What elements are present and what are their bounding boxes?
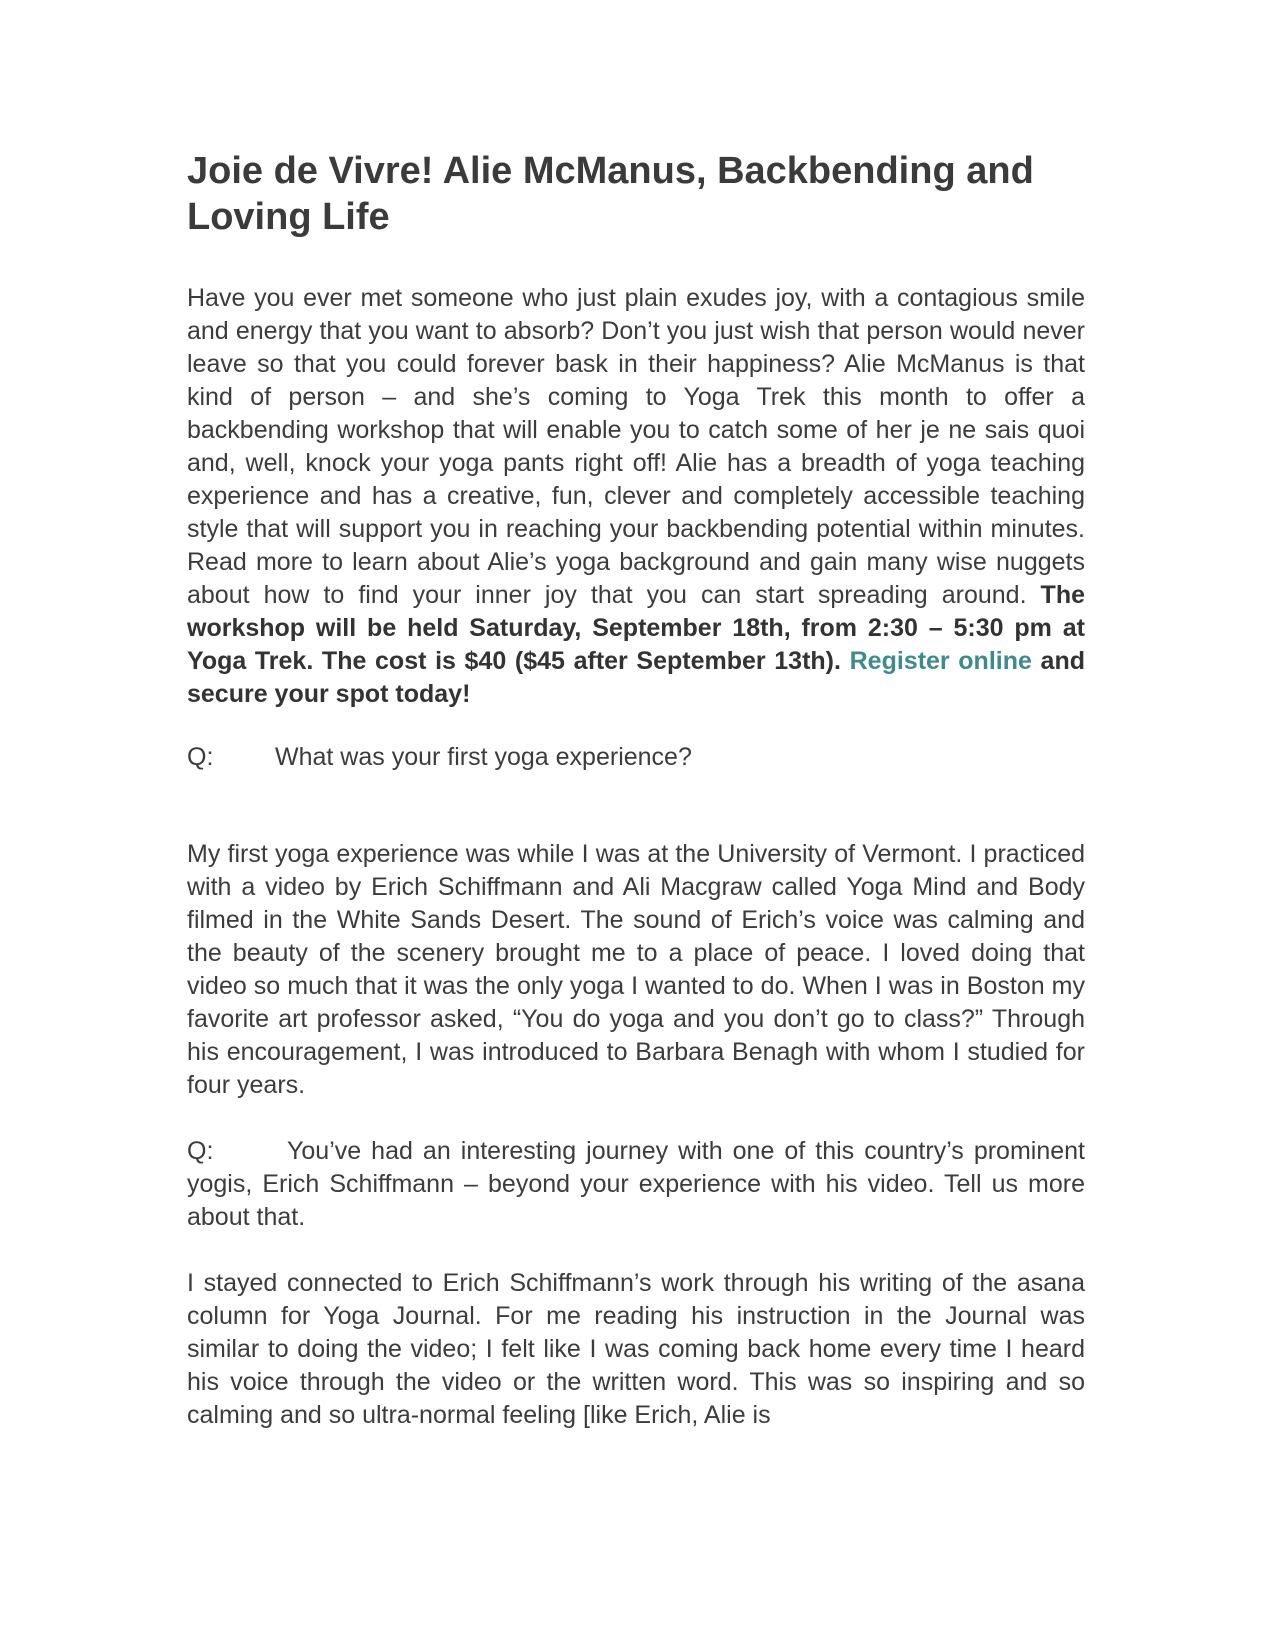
question-2: [187, 1135, 1085, 1234]
intro-text: Have you ever met someone who just plain exudes joy, with a contagious smile and energy that you want to absorb? Don’t you just wish that person would never leave so that you could forever bask in their happiness? Alie McManus is that kind of person – and she’s coming to Yoga Trek this month to offer a backbending workshop that will enable you to catch some of her je ne sais quoi and, well, knock your yoga pants right off! Alie has a breadth of yoga teaching experience and has a creative, fun, clever and completely accessible teaching style that will support you in reaching your backbending potential within minutes. Read more to learn about Alie’s yoga background and gain many wise nuggets about how to find your inner joy that you can start spreading around.: [187, 284, 1085, 609]
question-label: Q:: [187, 743, 214, 771]
workshop-details: The workshop will be held Saturday, September 18th, from 2:30 – 5:30 pm at Yoga Trek. The cost is $40 ($45 after September 13th).: [187, 581, 1085, 675]
answer-1: My first yoga experience was while I was at the University of Vermont. I practiced with a video by Erich Schiffmann and Ali Macgraw called Yoga Mind and Body filmed in the White Sands Desert. The sound of Erich’s voice was calming and the beauty of the scenery brought me to a place of peace. I loved doing that video so much that it was the only yoga I wanted to do. When I was in Boston my favorite art professor asked, “You do yoga and you don’t go to class?” Through his encouragement, I was introduced to Barbara Benagh with whom I studied for four years.: [187, 840, 1085, 1099]
answer-2: I stayed connected to Erich Schiffmann’s work through his writing of the asana column for Yoga Journal. For me reading his instruction in the Journal was similar to doing the video; I felt like I was coming back home every time I heard his voice through the video or the written word. This was so inspiring and so calming and so ultra-normal feeling [like Erich, Alie is: [187, 1269, 1085, 1429]
question-label: Q:: [187, 1137, 214, 1165]
article-title: Joie de Vivre! Alie McManus, Backbending and Loving Life: [187, 150, 1034, 238]
secure-spot-text: and secure your spot today!: [187, 647, 1085, 708]
question-text: You’ve had an interesting journey with one of this country’s prominent yogis, Erich Schiffmann – beyond your experience with his video. Tell us more about that.: [187, 1137, 1085, 1231]
register-online-link[interactable]: Register online: [849, 647, 1032, 675]
document-page: [187, 148, 1085, 1432]
question-1: [187, 741, 1085, 774]
intro-paragraph: [187, 282, 1085, 711]
question-text: What was your first yoga experience?: [275, 743, 692, 771]
